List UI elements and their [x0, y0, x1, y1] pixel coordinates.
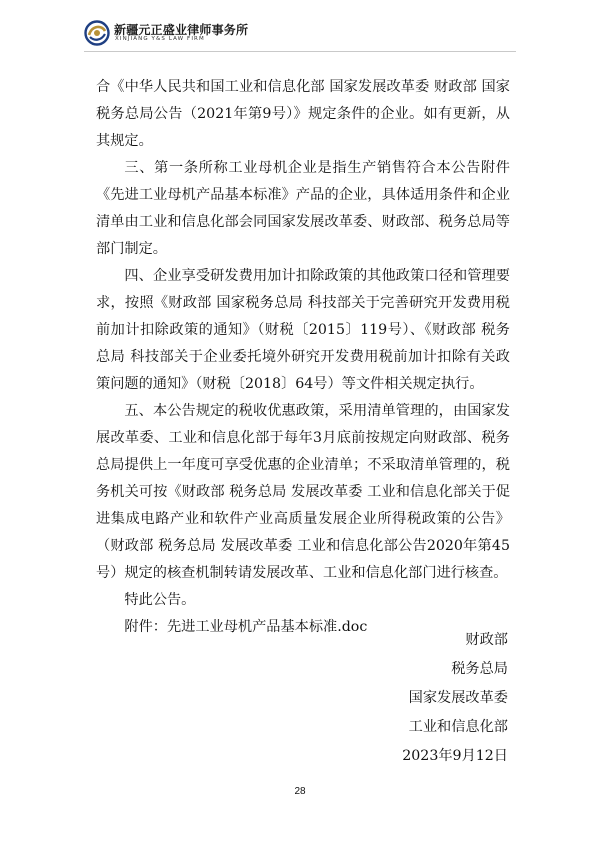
attachment-line: 附件：先进工业母机产品基本标准.doc	[124, 619, 368, 635]
paragraph-continued: 合《中华人民共和国工业和信息化部 国家发展改革委 财政部 国家税务总局公告（2021年第9号）》规定条件的企业。如有更新，从其规定。	[96, 79, 510, 149]
firm-logo-icon	[84, 20, 110, 46]
paragraph-article-4: 四、企业享受研发费用加计扣除政策的其他政策口径和管理要求，按照《财政部 国家税务总局 科技部关于完善研究开发费用税前加计扣除政策的通知》（财税〔2015〕119号）、《财政部 税务总局 科技部关于企业委托境外研究开发费用税前加计扣除有关政策问题的通知》（财税〔2018〕64号）等文件相关规定执行。	[96, 268, 510, 392]
page-number: 28	[294, 786, 306, 797]
header-divider	[84, 51, 516, 52]
signatory-mof: 财政部	[465, 632, 508, 648]
document-body	[96, 74, 510, 641]
paragraph-article-5: 五、本公告规定的税收优惠政策，采用清单管理的，由国家发展改革委、工业和信息化部于每年3月底前按规定向财政部、税务总局提供上一年度可享受优惠的企业清单；不采取清单管理的，税务机关可按《财政部 税务总局 发展改革委 工业和信息化部关于促进集成电路产业和软件产业高质量发展企业所得税政策的公告》（财政部 税务总局 发展改革委 工业和信息化部公告2020年第45号）规定的核查机制转请发展改革、工业和信息化部门进行核查。	[96, 403, 510, 581]
page-header	[84, 20, 344, 48]
signatory-tax: 税务总局	[451, 661, 508, 677]
paragraph-article-3: 三、第一条所称工业母机企业是指生产销售符合本公告附件《先进工业母机产品基本标准》产品的企业，具体适用条件和企业清单由工业和信息化部会同国家发展改革委、财政部、税务总局等部门制定。	[96, 160, 510, 257]
firm-name: 新疆元正盛业律师事务所	[114, 23, 249, 37]
signature-block	[402, 626, 508, 771]
signatory-ndrc: 国家发展改革委	[408, 690, 508, 706]
signatory-miit: 工业和信息化部	[408, 719, 508, 735]
firm-name-en: XINJIANG Y&S LAW FIRM	[115, 36, 205, 42]
signature-date: 2023年9月12日	[402, 748, 508, 764]
paragraph-closing: 特此公告。	[124, 592, 196, 608]
